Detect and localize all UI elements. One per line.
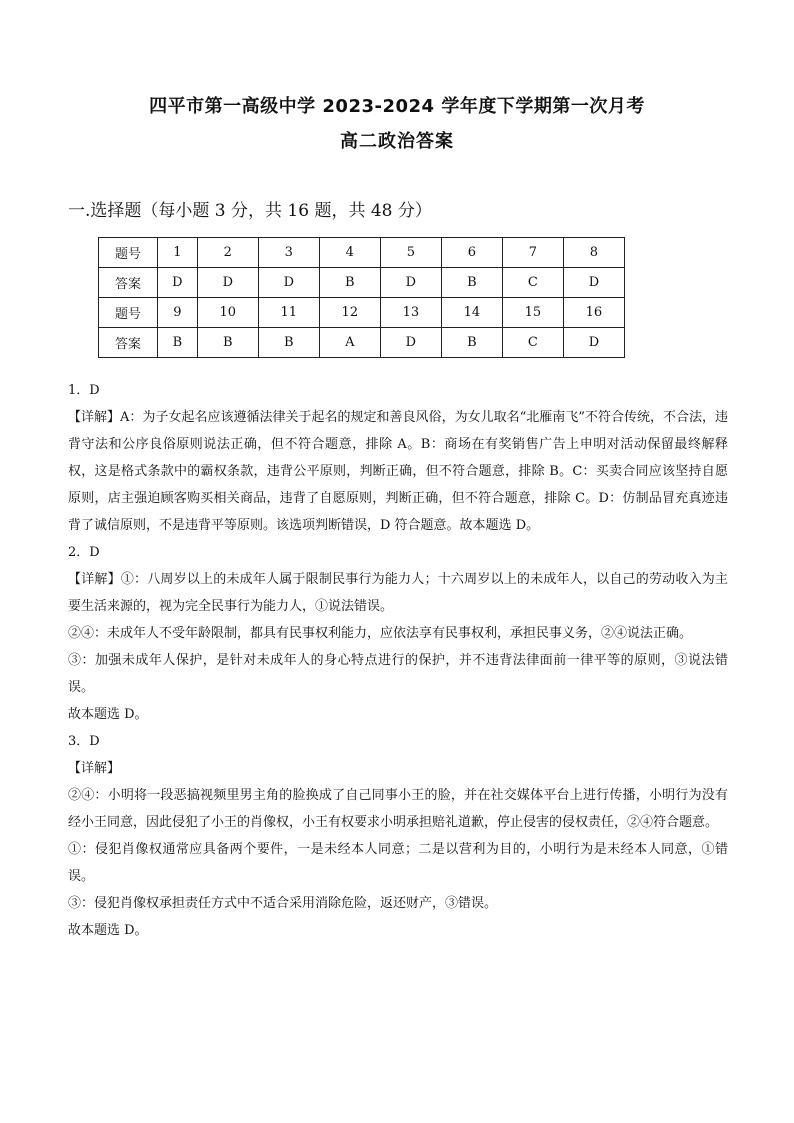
table-cell: 5: [380, 238, 441, 268]
table-cell: B: [158, 328, 198, 358]
explanation-paragraph: 1．D: [68, 383, 100, 398]
table-cell: C: [502, 268, 563, 298]
table-row: [99, 328, 625, 358]
table-cell: B: [258, 328, 319, 358]
table-cell: D: [563, 268, 624, 298]
row-label: 题号: [99, 298, 158, 328]
table-cell: D: [380, 268, 441, 298]
explanation-paragraph: 3．D: [68, 734, 100, 749]
table-cell: B: [441, 328, 502, 358]
exam-title: 四平市第一高级中学 2023-2024 学年度下学期第一次月考: [149, 96, 645, 117]
row-label: 答案: [99, 268, 158, 298]
table-cell: 8: [563, 238, 624, 268]
explanation-paragraph: ②④：小明将一段恶搞视频里男主角的脸换成了自己同事小王的脸，并在社交媒体平台上进行传播，小明行为没有经小王同意，因此侵犯了小王的肖像权，小王有权要求小明承担赔礼道歉，停止侵害的侵权责任，②④符合题意。: [68, 788, 728, 830]
table-row: [99, 268, 625, 298]
explanation-paragraph: ②④：未成年人不受年龄限制，都具有民事权利能力，应依法享有民事权利，承担民事义务，②④说法正确。: [68, 626, 693, 641]
explanation-paragraph: 故本题选 D。: [68, 923, 148, 938]
table-cell: 11: [258, 298, 319, 328]
table-row: [99, 238, 625, 268]
section-heading: 一.选择题（每小题 3 分，共 16 题，共 48 分）: [68, 201, 432, 221]
table-cell: D: [563, 328, 624, 358]
table-row: [99, 298, 625, 328]
explanation-paragraph: ③：加强未成年人保护，是针对未成年人的身心特点进行的保护，并不违背法律面前一律平等的原则，③说法错误。: [68, 653, 728, 695]
table-cell: 16: [563, 298, 624, 328]
table-cell: 3: [258, 238, 319, 268]
table-cell: 13: [380, 298, 441, 328]
explanation-paragraph: 故本题选 D。: [68, 707, 148, 722]
explanation-paragraph: 【详解】: [68, 761, 121, 776]
table-cell: 12: [319, 298, 380, 328]
row-label: 答案: [99, 328, 158, 358]
explanation-paragraph: ①：侵犯肖像权通常应具备两个要件，一是未经本人同意；二是以营利为目的，小明行为是未经本人同意，①错误。: [68, 842, 728, 884]
table-cell: 6: [441, 238, 502, 268]
table-cell: D: [158, 268, 198, 298]
exam-subtitle: 高二政治答案: [340, 131, 454, 152]
table-cell: C: [502, 328, 563, 358]
table-cell: 1: [158, 238, 198, 268]
table-cell: 15: [502, 298, 563, 328]
table-cell: B: [441, 268, 502, 298]
table-cell: 4: [319, 238, 380, 268]
table-cell: 7: [502, 238, 563, 268]
table-cell: A: [319, 328, 380, 358]
table-cell: D: [197, 268, 258, 298]
explanation-paragraph: 【详解】A：为子女起名应该遵循法律关于起名的规定和善良风俗，为女儿取名“北雁南飞”不符合传统，不合法，违背守法和公序良俗原则说法正确，但不符合题意，排除 A。B：商场在有奖销售广告上申明对活动保留最终解释权，这是格式条款中的霸权条款，违背公平原则，判断正确，但不符合题意，排除 B。C：买卖合同应该坚持自愿原则，店主强迫顾客购买相关商品，违背了自愿原则，判断正确，但不符合题意，排除 C。D：仿制品冒充真迹违背了诚信原则，不是违背平等原则。该选项判断错误，D 符合题意。故本题选 D。: [68, 410, 728, 533]
table-cell: B: [197, 328, 258, 358]
answer-table: [98, 237, 625, 358]
explanation-paragraph: 2．D: [68, 545, 100, 560]
explanations: [68, 377, 728, 944]
table-cell: 2: [197, 238, 258, 268]
explanation-paragraph: ③：侵犯肖像权承担责任方式中不适合采用消除危险，返还财产，③错误。: [68, 896, 498, 911]
table-cell: D: [258, 268, 319, 298]
row-label: 题号: [99, 238, 158, 268]
table-cell: D: [380, 328, 441, 358]
table-cell: 9: [158, 298, 198, 328]
explanation-paragraph: 【详解】①：八周岁以上的未成年人属于限制民事行为能力人；十六周岁以上的未成年人，以自己的劳动收入为主要生活来源的，视为完全民事行为能力人，①说法错误。: [68, 572, 728, 614]
table-cell: 10: [197, 298, 258, 328]
table-cell: 14: [441, 298, 502, 328]
table-cell: B: [319, 268, 380, 298]
